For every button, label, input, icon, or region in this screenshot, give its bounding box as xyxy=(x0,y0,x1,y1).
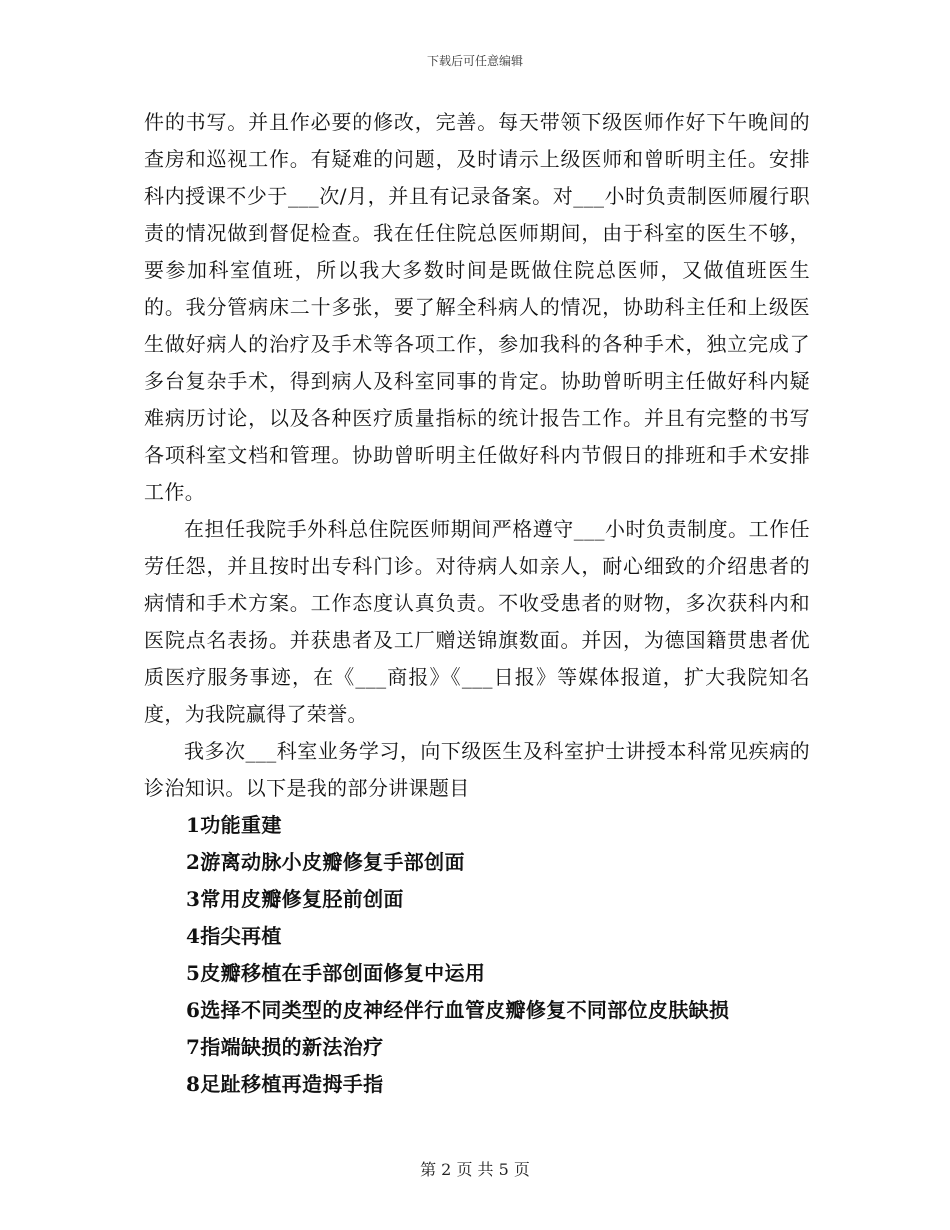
topic-number: 7 xyxy=(186,1035,201,1059)
topic-title: 指尖再植 xyxy=(200,924,282,948)
topic-title: 游离动脉小皮瓣修复手部创面 xyxy=(200,850,465,874)
lecture-topic-list xyxy=(144,807,810,1103)
lecture-topic-item xyxy=(186,918,810,955)
paragraph-continued: 件的书写。并且作必要的修改，完善。每天带领下级医师作好下午晚间的查房和巡视工作。有疑难的问题，及时请示上级医师和曾昕明主任。安排科内授课不少于___次/月，并且有记录备案。对___小时负责制医师履行职责的情况做到督促检查。我在任住院总医师期间，由于科室的医生不够，要参加科室值班，所以我大多数时间是既做住院总医师，又做值班医生的。我分管病床二十多张，要了解全科病人的情况，协助科主任和上级医生做好病人的治疗及手术等各项工作，参加我科的各种手术，独立完成了多台复杂手术，得到病人及科室同事的肯定。协助曾昕明主任做好科内疑难病历讨论，以及各种医疗质量指标的统计报告工作。并且有完整的书写各项科室文档和管理。协助曾昕明主任做好科内节假日的排班和手术安排工作。 xyxy=(144,110,810,504)
lecture-topic-item xyxy=(186,1066,810,1103)
topic-title: 足趾移植再造拇手指 xyxy=(200,1072,384,1096)
page-number-footer: 第 2 页 共 5 页 xyxy=(420,1160,530,1179)
topic-number: 8 xyxy=(186,1072,201,1096)
topic-title: 皮瓣移植在手部创面修复中运用 xyxy=(200,961,486,985)
paragraph-teaching: 我多次___科室业务学习，向下级医生及科室护士讲授本科常见疾病的诊治知识。以下是我的部分讲课题目 xyxy=(144,739,810,800)
topic-number: 1 xyxy=(186,813,201,837)
topic-number: 3 xyxy=(186,887,201,911)
topic-title: 功能重建 xyxy=(200,813,282,837)
topic-title: 指端缺损的新法治疗 xyxy=(200,1035,384,1059)
lecture-topic-item xyxy=(186,992,810,1029)
lecture-topic-item xyxy=(186,844,810,881)
lecture-topic-item xyxy=(186,955,810,992)
topic-number: 6 xyxy=(186,998,201,1022)
lecture-topic-item xyxy=(186,1029,810,1066)
topic-title: 选择不同类型的皮神经伴行血管皮瓣修复不同部位皮肤缺损 xyxy=(200,998,730,1022)
topic-number: 5 xyxy=(186,961,201,985)
paragraph-duty: 在担任我院手外科总住院医师期间严格遵守___小时负责制度。工作任劳任怨，并且按时出专科门诊。对待病人如亲人，耐心细致的介绍患者的病情和手术方案。工作态度认真负责。不收受患者的财物，多次获科内和医院点名表扬。并获患者及工厂赠送锦旗数面。并因，为德国籍贯患者优质医疗服务事迹，在《___商报》《___日报》等媒体报道，扩大我院知名度，为我院赢得了荣誉。 xyxy=(144,517,810,726)
document-body xyxy=(144,104,810,1103)
page-header: 下载后可任意编辑 xyxy=(426,54,523,68)
lecture-topic-item xyxy=(186,881,810,918)
topic-number: 2 xyxy=(186,850,201,874)
topic-number: 4 xyxy=(186,924,201,948)
lecture-topic-item xyxy=(186,807,810,844)
topic-title: 常用皮瓣修复胫前创面 xyxy=(200,887,404,911)
